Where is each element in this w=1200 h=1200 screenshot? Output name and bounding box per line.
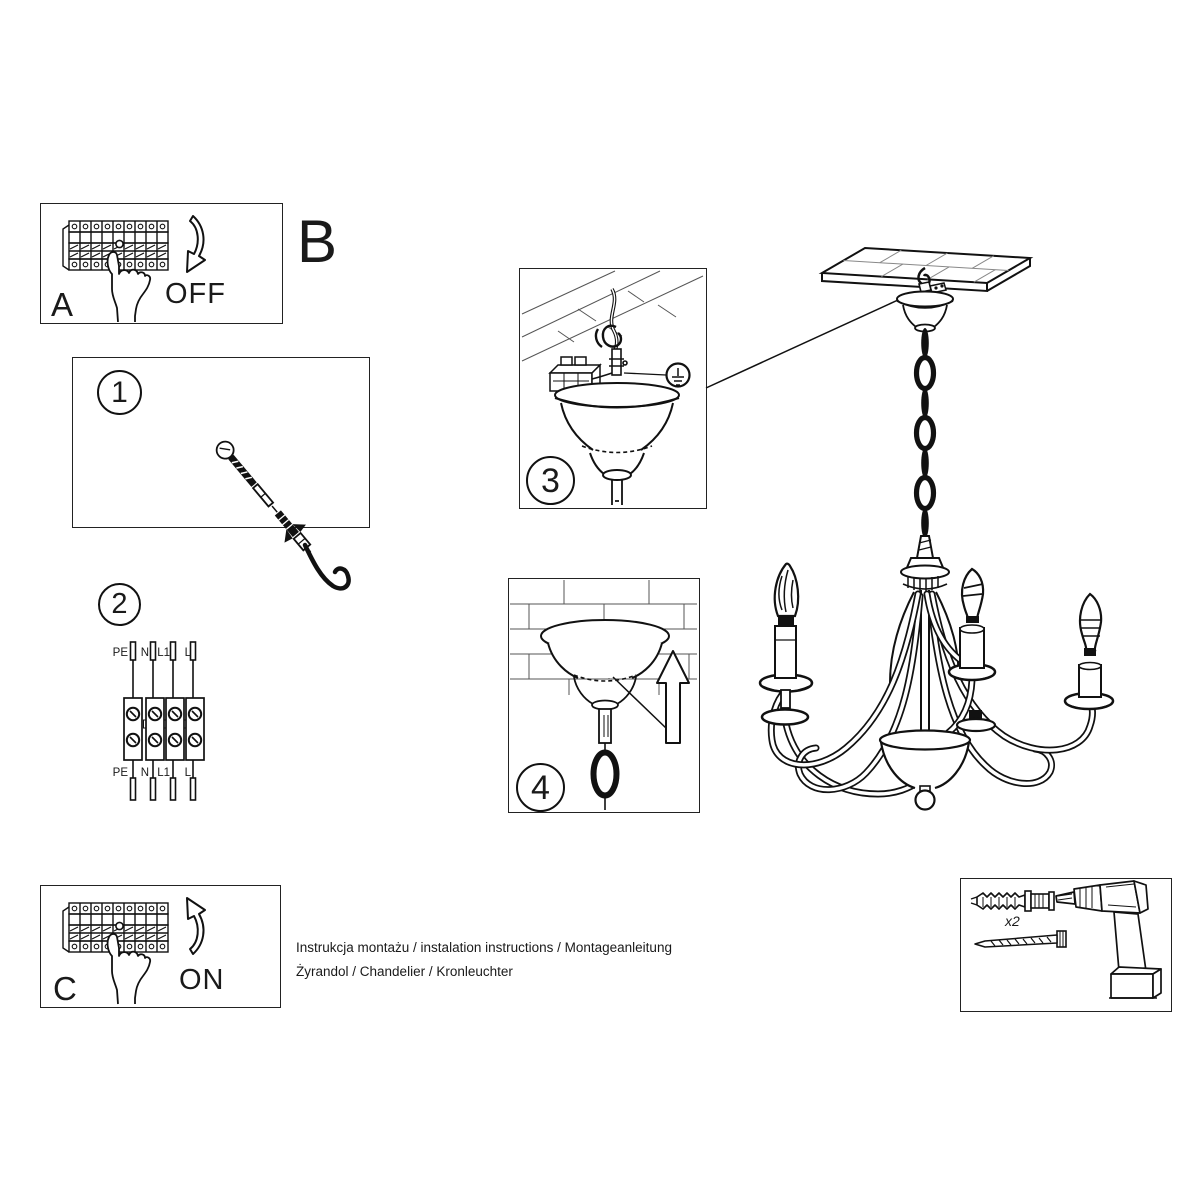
on-label: ON xyxy=(179,964,225,996)
wire-label-l-bottom: L xyxy=(184,767,191,779)
wire-label-l1-top: L1 xyxy=(157,647,170,659)
footer-line-2: Żyrandol / Chandelier / Kronleuchter xyxy=(296,964,513,979)
tools-panel xyxy=(960,878,1172,1012)
drill-icon xyxy=(1056,881,1161,998)
plug-count-label: x2 xyxy=(1005,913,1020,929)
chandelier-illustration xyxy=(738,228,1178,873)
breaker-panel-icon xyxy=(63,903,168,1004)
step-a-letter: A xyxy=(51,286,74,323)
footer-caption xyxy=(296,936,672,984)
wire-label-n-top: N xyxy=(140,647,149,659)
breaker-panel-icon xyxy=(63,221,168,322)
step-3-panel xyxy=(519,268,707,509)
arrow-up-icon xyxy=(657,651,689,743)
candle-right xyxy=(1065,594,1113,709)
step-2-number-text: 2 xyxy=(111,588,128,620)
wire-label-pe-top: PE xyxy=(112,647,128,659)
mounting-bracket xyxy=(609,349,627,375)
arrow-up-icon xyxy=(187,898,205,954)
terminal-block-diagram xyxy=(105,636,225,826)
chain-connector xyxy=(901,536,949,591)
step-1-number xyxy=(97,370,142,415)
candle-center xyxy=(949,569,995,680)
ceiling-hook-icon xyxy=(305,545,349,588)
step-2-number xyxy=(98,583,141,626)
wire-label-pe-bottom: PE xyxy=(112,767,128,779)
supply-wire xyxy=(596,289,617,351)
footer-line-1: Instrukcja montażu / instalation instructions / Montageanleitung xyxy=(296,940,672,955)
breaker-off-illustration xyxy=(41,204,281,322)
screw-icon xyxy=(975,931,1066,947)
wall-plug-icon xyxy=(971,891,1054,911)
step-c-panel xyxy=(40,885,281,1008)
arrow-down-icon xyxy=(187,216,205,272)
step-4-number-text: 4 xyxy=(531,768,550,807)
wire-label-l1-bottom: L1 xyxy=(157,767,170,779)
step-c-letter: C xyxy=(53,970,77,1007)
outgoing-wires xyxy=(131,760,196,800)
hanging-rod-and-link xyxy=(594,709,617,810)
candle-left xyxy=(760,564,812,725)
candle-bulb-icon xyxy=(1080,594,1101,650)
off-label: OFF xyxy=(165,278,226,310)
wire-label-l-top: L xyxy=(184,647,191,659)
hook-anchor-illustration xyxy=(195,420,370,605)
step-3-number-text: 3 xyxy=(541,461,560,500)
step-3-number xyxy=(526,456,575,505)
wall-anchor-icon xyxy=(209,435,321,561)
step-b-letter: B xyxy=(297,208,338,275)
canopy-cover xyxy=(541,620,669,710)
step-4-panel xyxy=(508,578,700,813)
wire-label-n-bottom: N xyxy=(140,767,149,779)
step-a-panel xyxy=(40,203,283,324)
tools-illustration xyxy=(961,879,1170,1010)
step-4-number xyxy=(516,763,565,812)
step-1-number-text: 1 xyxy=(111,375,128,409)
center-bowl xyxy=(880,731,970,810)
terminal-block xyxy=(124,698,204,760)
hanging-chain xyxy=(917,328,934,538)
candle-bulb-icon xyxy=(775,564,798,616)
